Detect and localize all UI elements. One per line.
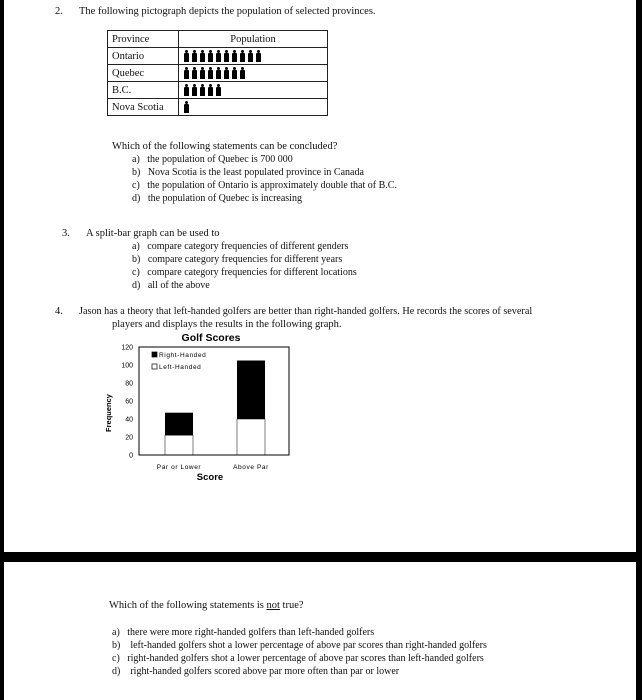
person-icon	[199, 50, 206, 62]
pictograph-table	[107, 30, 328, 116]
bar-left-handed	[165, 435, 193, 455]
q2-option-d: d) the population of Quebec is increasing	[132, 193, 302, 204]
bar-right-handed	[237, 361, 265, 420]
person-icon	[207, 50, 214, 62]
bar-left-handed	[237, 419, 265, 455]
bar-right-handed	[165, 413, 193, 436]
population-icons	[183, 67, 323, 79]
y-tick-label: 120	[121, 344, 133, 352]
worksheet-page-2	[4, 562, 636, 700]
province-nova-scotia: Nova Scotia	[108, 99, 179, 116]
person-icon	[207, 84, 214, 96]
province-ontario: Ontario	[108, 48, 179, 65]
population-icons	[183, 50, 323, 62]
person-icon	[191, 84, 198, 96]
y-tick-label: 0	[129, 452, 133, 460]
province-quebec: Quebec	[108, 65, 179, 82]
golf-scores-chart	[94, 330, 304, 490]
y-tick-label: 80	[125, 380, 133, 388]
person-icon	[215, 50, 222, 62]
q4-option-a: a) there were more right-handed golfers than left-handed golfers	[112, 627, 375, 638]
q4-option-d: d) right-handed golfers scored above par more often than par or lower	[112, 666, 400, 677]
person-icon	[231, 50, 238, 62]
legend-swatch	[152, 364, 157, 369]
person-icon	[255, 50, 262, 62]
person-icon	[223, 50, 230, 62]
x-category-label: Above Par	[233, 464, 269, 471]
person-icon	[191, 67, 198, 79]
q3-option-c: c) compare category frequencies for different locations	[132, 267, 357, 278]
worksheet-page-1	[4, 0, 636, 552]
person-icon	[191, 50, 198, 62]
person-icon	[199, 84, 206, 96]
q4-option-b: b) left-handed golfers shot a lower percentage of above par scores than right-handed golfers	[112, 640, 487, 651]
q4-number: 4.	[55, 306, 63, 317]
q4-question-post: true?	[279, 600, 304, 611]
person-icon	[199, 67, 206, 79]
person-icon	[239, 67, 246, 79]
y-tick-label: 60	[125, 398, 133, 406]
header-province: Province	[108, 31, 179, 48]
person-icon	[207, 67, 214, 79]
person-icon	[223, 67, 230, 79]
y-tick-label: 100	[121, 362, 133, 370]
person-icon	[231, 67, 238, 79]
q2-number: 2.	[55, 6, 63, 17]
province-bc: B.C.	[108, 82, 179, 99]
q4-question-pre: Which of the following statements is	[109, 600, 267, 611]
y-tick-label: 40	[125, 416, 133, 424]
q3-option-b: b) compare category frequencies for different years	[132, 254, 343, 265]
q3-option-d: d) all of the above	[132, 280, 210, 291]
q4-option-c: c) right-handed golfers shot a lower percentage of above par scores than left-handed golfers	[112, 653, 484, 664]
x-axis-label: Score	[196, 472, 224, 483]
person-icon	[183, 50, 190, 62]
person-icon	[215, 84, 222, 96]
person-icon	[239, 50, 246, 62]
population-icons	[183, 101, 323, 113]
person-icon	[183, 101, 190, 113]
q4-prompt-line2: players and displays the results in the following graph.	[112, 319, 342, 330]
person-icon	[247, 50, 254, 62]
q3-option-a: a) compare category frequencies of different genders	[132, 241, 349, 252]
y-tick-label: 20	[125, 434, 133, 442]
q2-question: Which of the following statements can be concluded?	[112, 141, 338, 152]
person-icon	[183, 67, 190, 79]
person-icon	[215, 67, 222, 79]
legend-swatch	[152, 352, 157, 357]
q2-prompt: The following pictograph depicts the population of selected provinces.	[79, 6, 376, 17]
q2-option-b: b) Nova Scotia is the least populated province in Canada	[132, 167, 364, 178]
legend-label: Left-Handed	[159, 364, 202, 371]
header-population: Population	[179, 31, 328, 48]
q2-option-c: c) the population of Ontario is approximately double that of B.C.	[132, 180, 397, 191]
q3-prompt: A split-bar graph can be used to	[86, 228, 220, 239]
population-icons	[183, 84, 323, 96]
chart-title: Golf Scores	[181, 332, 241, 344]
person-icon	[183, 84, 190, 96]
q4-prompt-line1: Jason has a theory that left-handed golfers are better than right-handed golfers. He records the scores of several	[79, 306, 533, 317]
q2-option-a: a) the population of Quebec is 700 000	[132, 154, 293, 165]
legend-label: Right-Handed	[159, 352, 207, 359]
q3-number: 3.	[62, 228, 70, 239]
q4-question	[109, 599, 304, 612]
x-category-label: Par or Lower	[156, 464, 202, 471]
y-axis-label: Frequency	[104, 394, 113, 432]
q4-question-emphasis: not	[266, 600, 280, 611]
